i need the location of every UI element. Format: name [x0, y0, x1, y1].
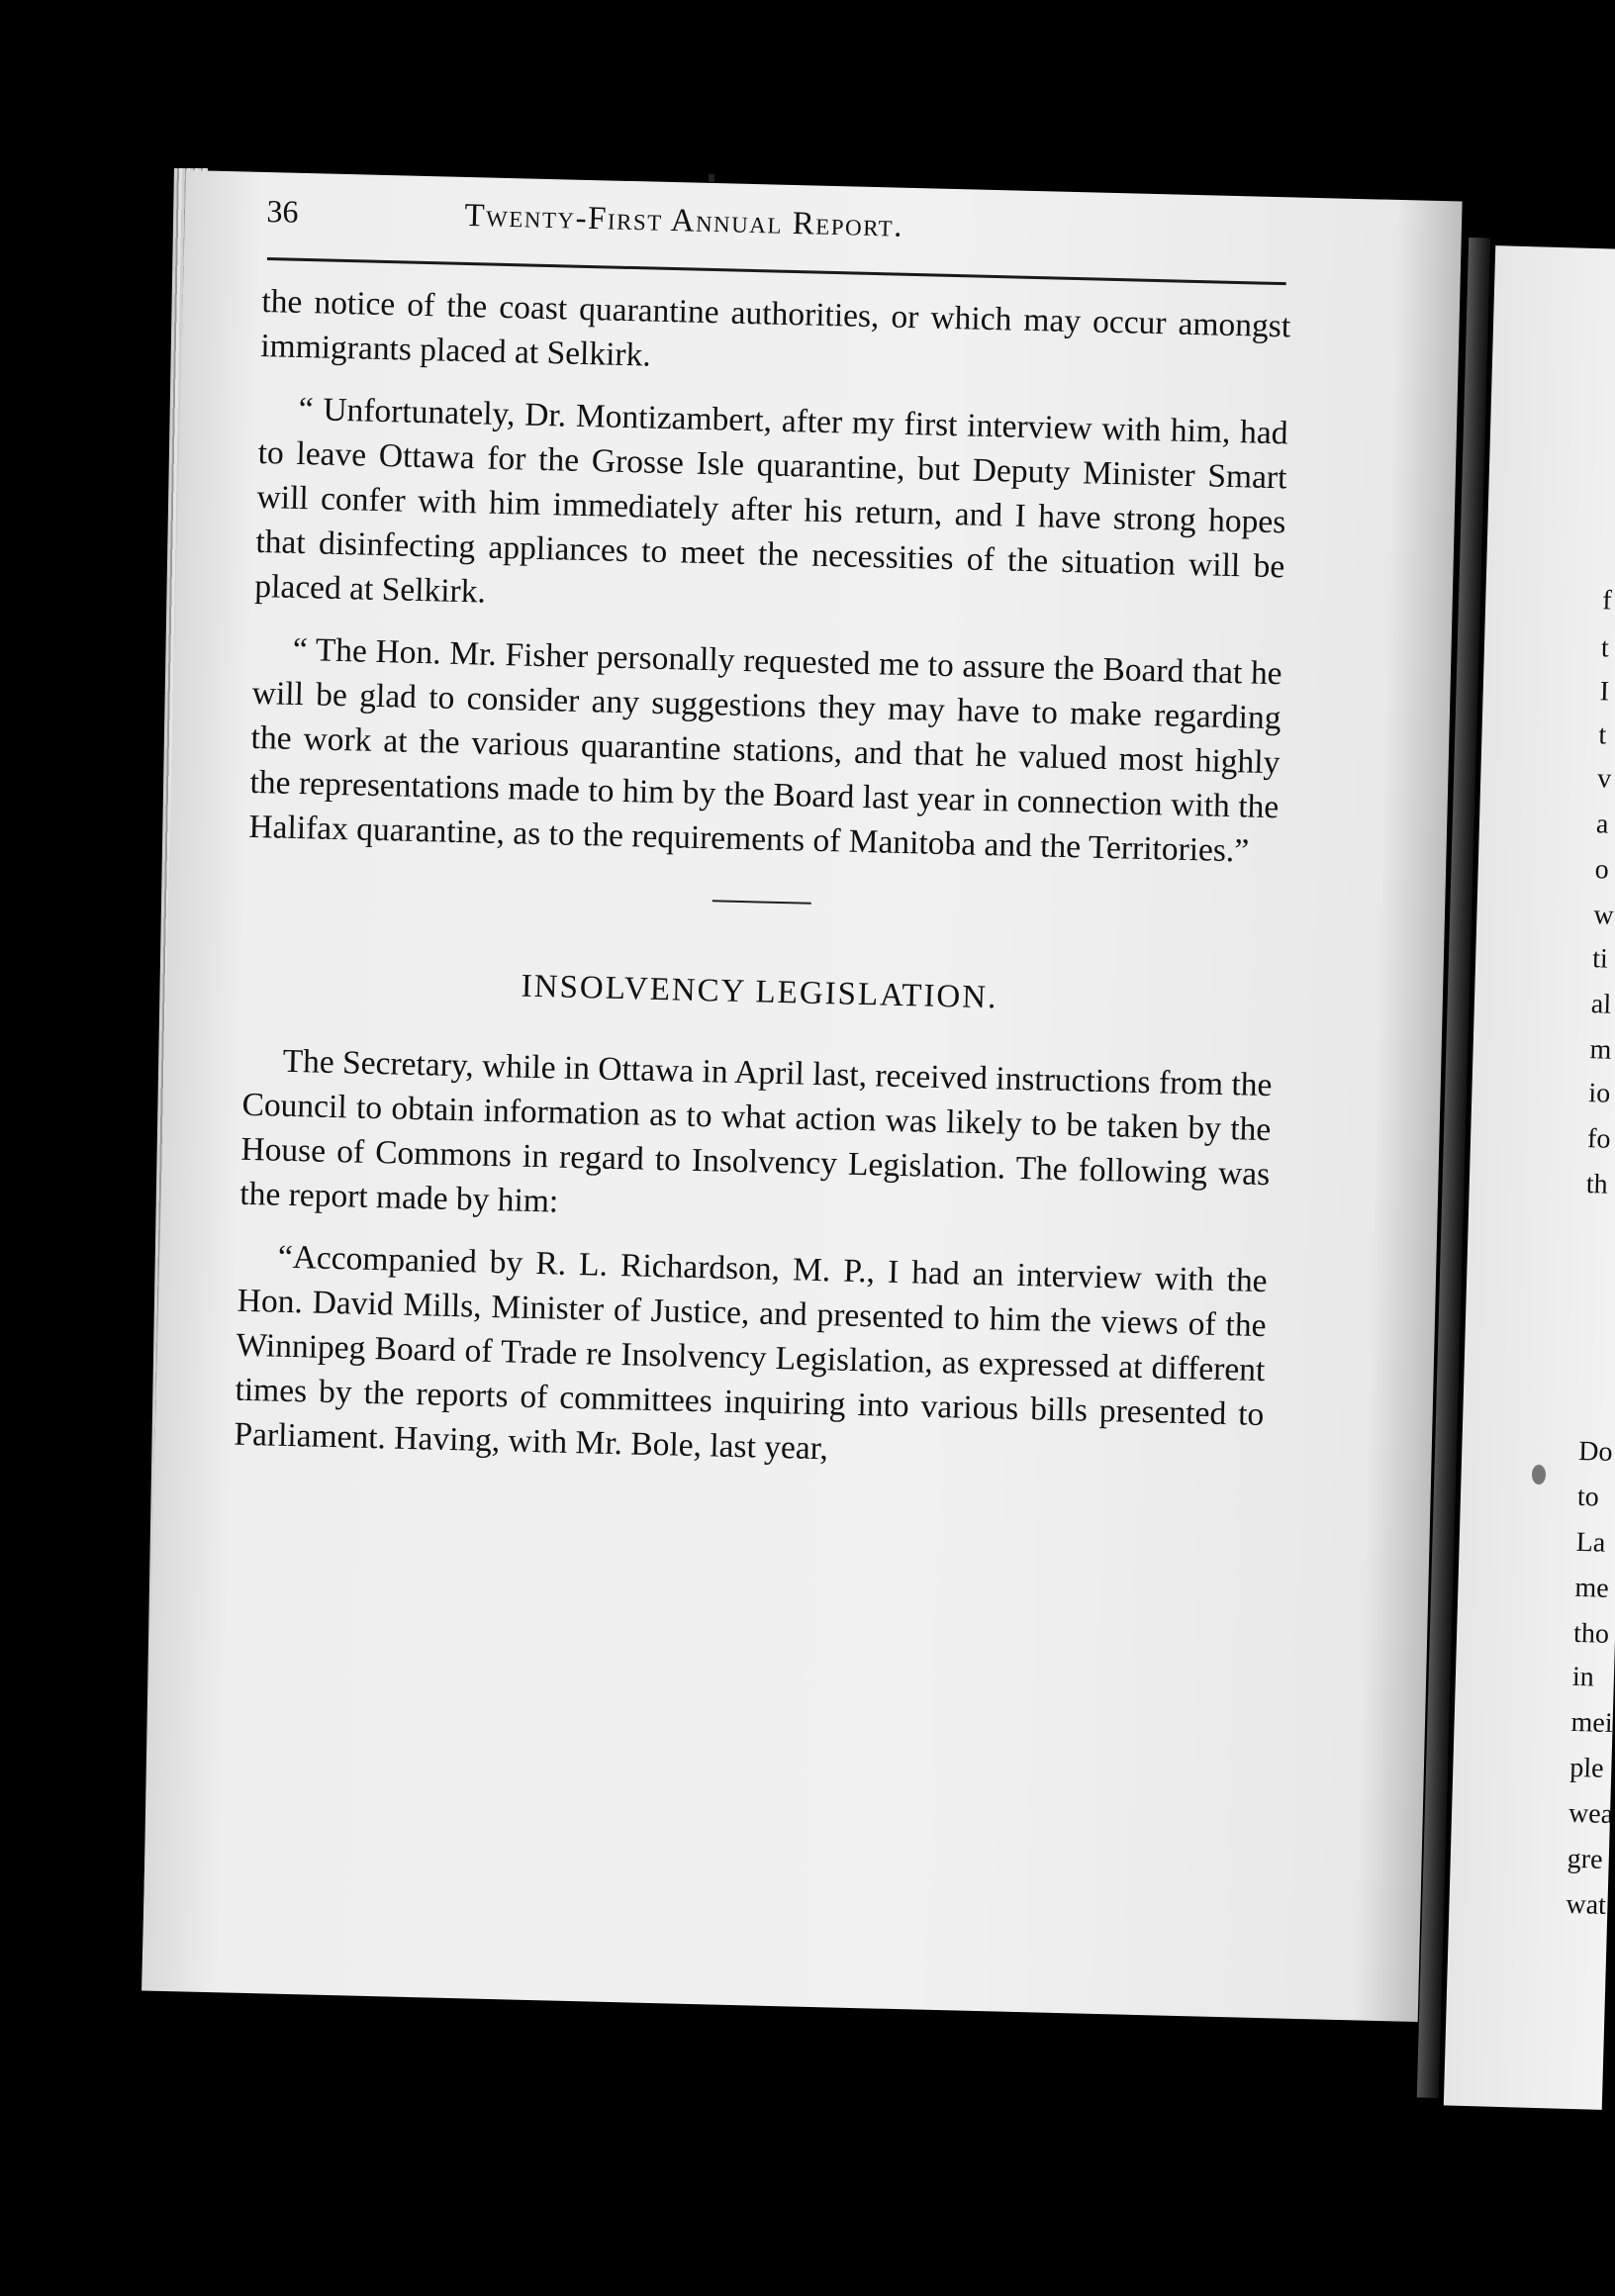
facing-page-fragment: Do [1577, 1435, 1613, 1468]
speck [709, 174, 714, 182]
facing-page-fragment: t [1598, 719, 1607, 751]
section-separator [712, 900, 811, 904]
facing-page-fragment: th [1585, 1169, 1609, 1200]
facing-page-fragment: in [1571, 1661, 1595, 1693]
facing-page-fragment: I [1599, 676, 1610, 708]
facing-page-fragment: w [1592, 900, 1615, 931]
paragraph: “ The Hon. Mr. Fisher personally requested me to assure the Board that he will be glad to consider any suggestions they may have to make regarding the work at the various quarantine stations, and that he valued most highly the representations made to him by the Board last year in connection with the Halifax quarantine, as to the requirements of Manitoba and the Territories.” [248, 630, 1283, 870]
paragraph: The Secretary, while in Ottawa in April last, received instructions from the Council to obtain information as to what action was likely to be taken by the House of Commons in regard to Insolvency Legislation. The following was the report made by him: [238, 1042, 1273, 1220]
page-body [233, 279, 1290, 1499]
facing-page-fragment: mei [1570, 1706, 1614, 1740]
facing-page-fragment: o [1594, 854, 1610, 886]
page-number: 36 [266, 193, 299, 230]
running-title: Twenty-First Annual Report. [464, 197, 904, 244]
facing-page-fragment: La [1575, 1526, 1606, 1559]
facing-page-fragment: gre [1567, 1843, 1603, 1875]
facing-page-fragment: ple [1568, 1752, 1604, 1784]
facing-page-fragment: a [1595, 809, 1609, 840]
paragraph: “ Unfortunately, Dr. Montizambert, after my first interview with him, had to leave Ottawa for the Grosse Isle quarantine, but Deputy Minister Smart will confer with him immediately after his return, and I have strong hopes that disinfecting appliances to meet the necessities of the situation will be placed at Selkirk. [253, 390, 1288, 611]
facing-page-fragment: to [1576, 1481, 1600, 1513]
facing-page-fragment: wea [1568, 1797, 1614, 1831]
facing-page-fragment: io [1587, 1078, 1611, 1109]
paragraph: the notice of the coast quarantine authorities, or which may occur amongst immigrants placed at Selkirk. [259, 282, 1291, 374]
facing-page-fragment: f [1601, 585, 1613, 617]
section-heading: INSOLVENCY LEGISLATION. [521, 968, 998, 1016]
facing-page-fragment: fo [1586, 1123, 1611, 1155]
speck [1532, 1465, 1546, 1484]
facing-page-fragment: al [1590, 989, 1612, 1020]
facing-page-fragment: ti [1591, 943, 1609, 975]
facing-page-fragment: m [1589, 1034, 1612, 1066]
facing-page-fragment: t [1600, 632, 1610, 664]
facing-page-fragment: v [1596, 763, 1612, 795]
facing-page-fragment: wat [1566, 1888, 1607, 1921]
facing-page-fragment: tho [1572, 1617, 1610, 1650]
paragraph: “Accompanied by R. L. Richardson, M. P., I had an interview with the Hon. David Mills, Minister of Justice, and presented to him the views of the Winnipeg Board of Trade re Insolvency Legislation, as expressed at different times by the reports of committees inquiring into various bills presented to Parliament. Having, with Mr. Bole, last year, [234, 1238, 1269, 1468]
facing-page-fragment: me [1574, 1572, 1610, 1604]
